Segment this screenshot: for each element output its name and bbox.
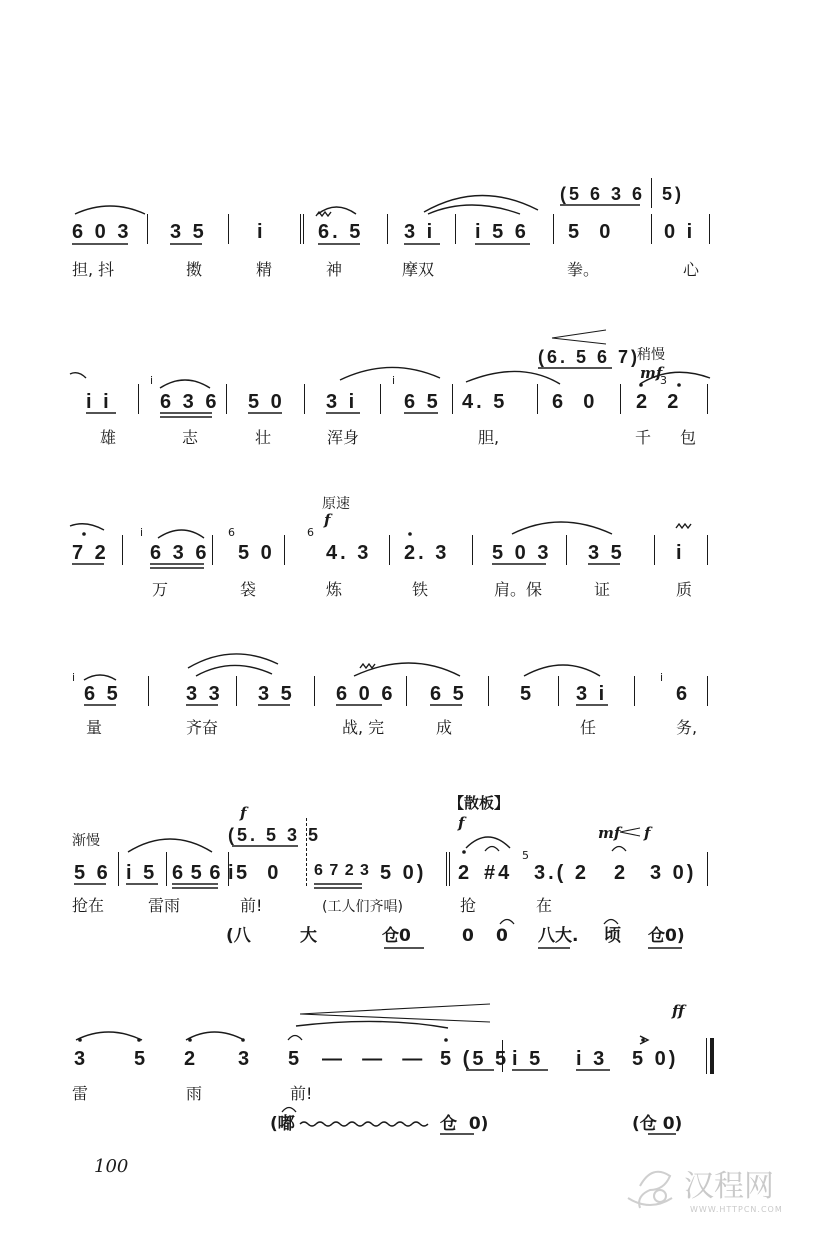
note-group: 3 3: [186, 683, 223, 705]
grace-note: 6: [307, 526, 314, 539]
note: 3: [238, 1048, 253, 1070]
note-group: i: [257, 221, 266, 243]
watermark-url: WWW.HTTPCN.COM: [690, 1205, 783, 1214]
lyric: 胆,: [478, 428, 500, 447]
percussion: 八大.: [538, 926, 579, 946]
lyric: 担, 抖: [72, 260, 115, 279]
note-group: #4: [484, 862, 513, 884]
lyric: 证: [594, 580, 611, 599]
note-group: 5 0: [248, 391, 285, 413]
note-group: 3 5: [258, 683, 295, 705]
grace-note: i: [150, 374, 154, 387]
note-group: 3 5: [170, 221, 207, 243]
note-group: 2: [458, 862, 473, 884]
lyric: 拳。: [567, 260, 600, 279]
note-group: 3 i: [326, 391, 358, 413]
dynamic-marking: ff: [672, 1002, 685, 1020]
note: 5: [134, 1048, 149, 1070]
lyric-annotation: (工人们齐唱): [322, 899, 403, 915]
note-group: 2. 3: [404, 542, 450, 564]
note-group: 5 0): [632, 1048, 679, 1070]
note-group: 6 5 6 i: [172, 862, 235, 884]
note-group: 6 7 2 3: [314, 862, 370, 879]
lyric: 雄: [100, 428, 117, 447]
lyric: 量: [86, 718, 103, 737]
percussion: (仓 0): [632, 1114, 683, 1134]
note: 2: [184, 1048, 199, 1070]
lyric: 战, 完: [342, 718, 385, 737]
note-group: 7 2: [72, 542, 109, 564]
tempo-marking: 原速: [322, 496, 350, 512]
note-group: 6. 5: [318, 221, 364, 243]
grace-note: i: [72, 671, 76, 684]
lyric: 前!: [290, 1084, 313, 1103]
intro-bracket: (6. 5 6 7): [538, 347, 641, 367]
note-group: 6: [676, 683, 691, 705]
note-group: i 3: [576, 1048, 608, 1070]
note-group: 3.( 2: [534, 862, 590, 884]
note-group: 3 5: [588, 542, 625, 564]
dynamic-marking: f: [324, 511, 331, 529]
note-group: 4. 5: [462, 391, 508, 413]
lyric: 务,: [676, 718, 698, 737]
lyric: 雷: [72, 1084, 89, 1103]
note-group: 6 0 6: [336, 683, 396, 705]
note-group: 5 0 3: [492, 542, 552, 564]
percussion: 大: [300, 926, 317, 946]
note: 3: [74, 1048, 89, 1070]
percussion: (八: [226, 926, 251, 946]
intro-bracket: (5 6 3 6: [560, 184, 646, 204]
note-group: i 5: [126, 862, 158, 884]
percussion: 0: [496, 926, 508, 946]
grace-note: i: [660, 671, 664, 684]
intro-bracket: (5. 5 3 5: [228, 825, 322, 845]
intro-bracket-end: 5): [662, 184, 685, 204]
lyric: 摩双: [402, 260, 435, 279]
note-group: 5 6: [74, 862, 111, 884]
lyric: 齐奋: [186, 718, 219, 737]
note-group: 6 0: [552, 391, 598, 413]
lyric: 包: [680, 428, 697, 447]
note-group: 3 0): [650, 862, 697, 884]
lyric: 任: [580, 718, 597, 737]
hold-dashes: — — —: [322, 1048, 426, 1070]
lyric: 万: [152, 580, 169, 599]
note-group: 3 i: [404, 221, 436, 243]
note-group: 5 0): [380, 862, 427, 884]
lyric: 前!: [240, 896, 263, 915]
lyric: 擞: [186, 260, 203, 279]
lyric: 壮: [255, 428, 272, 447]
lyric: 雷雨: [148, 896, 181, 915]
note: 5: [288, 1048, 303, 1070]
note-group: i: [676, 542, 685, 564]
note-group: 5: [520, 683, 535, 705]
note-group: i i: [86, 391, 112, 413]
watermark-text: 汉程网: [684, 1169, 774, 1204]
grace-note: 5: [522, 849, 529, 862]
percussion: 仓0): [648, 926, 685, 946]
dynamic-marking: mf: [640, 364, 663, 382]
percussion: 0: [462, 926, 474, 946]
lyric: 志: [182, 428, 199, 447]
lyric: 千: [635, 428, 652, 447]
grace-note: 3: [660, 374, 667, 387]
lyric: 铁: [412, 580, 429, 599]
note-group: 3 i: [576, 683, 608, 705]
percussion: (嘟: [270, 1114, 295, 1134]
lyric: 抢在: [72, 896, 105, 915]
lyric: 雨: [186, 1084, 203, 1103]
lyric: 抢: [460, 896, 477, 915]
lyric: 浑身: [327, 428, 360, 447]
note-group: 5 0: [568, 221, 614, 243]
note-group: 5 (5 5: [440, 1048, 510, 1070]
note-group: 6 3 6: [160, 391, 220, 413]
lyric: 袋: [240, 580, 257, 599]
lyric: 神: [326, 260, 343, 279]
note-group: 6 5: [84, 683, 121, 705]
tempo-marking: 稍慢: [637, 347, 665, 363]
lyric: 成: [436, 718, 453, 737]
note-group: 0 i: [664, 221, 696, 243]
lyric: 精: [256, 260, 273, 279]
note-group: 6 0 3: [72, 221, 132, 243]
percussion: 顷: [604, 926, 621, 946]
lyric: 心: [683, 260, 700, 279]
tempo-marking: 渐慢: [72, 833, 100, 849]
lyric: 在: [536, 896, 553, 915]
note-group: 6 5: [404, 391, 441, 413]
lyric: 肩。保: [494, 580, 543, 599]
section-label: 【散板】: [449, 794, 510, 812]
note-group: 2 2: [636, 391, 682, 413]
dynamic-marking: f: [240, 804, 247, 822]
percussion: 仓 0): [440, 1114, 489, 1134]
grace-note: 6: [228, 526, 235, 539]
percussion: 仓0: [382, 926, 411, 946]
page-number: 100: [94, 1156, 129, 1177]
note-group: 4. 3: [326, 542, 372, 564]
lyric: 质: [676, 580, 693, 599]
note-group: i 5 6: [475, 221, 529, 243]
dynamic-marking: mf: [598, 824, 621, 842]
note-group: 5 0: [238, 542, 275, 564]
dynamic-marking: f: [458, 814, 465, 832]
note-group: 5 0: [236, 862, 282, 884]
grace-note: i: [140, 526, 144, 539]
note-group: 6 3 6: [150, 542, 210, 564]
lyric: 炼: [326, 580, 343, 599]
dynamic-marking: f: [644, 824, 651, 842]
note-group: i 5: [512, 1048, 544, 1070]
note-group: 6 5: [430, 683, 467, 705]
note-group: 2: [614, 862, 629, 884]
grace-note: i: [392, 374, 396, 387]
